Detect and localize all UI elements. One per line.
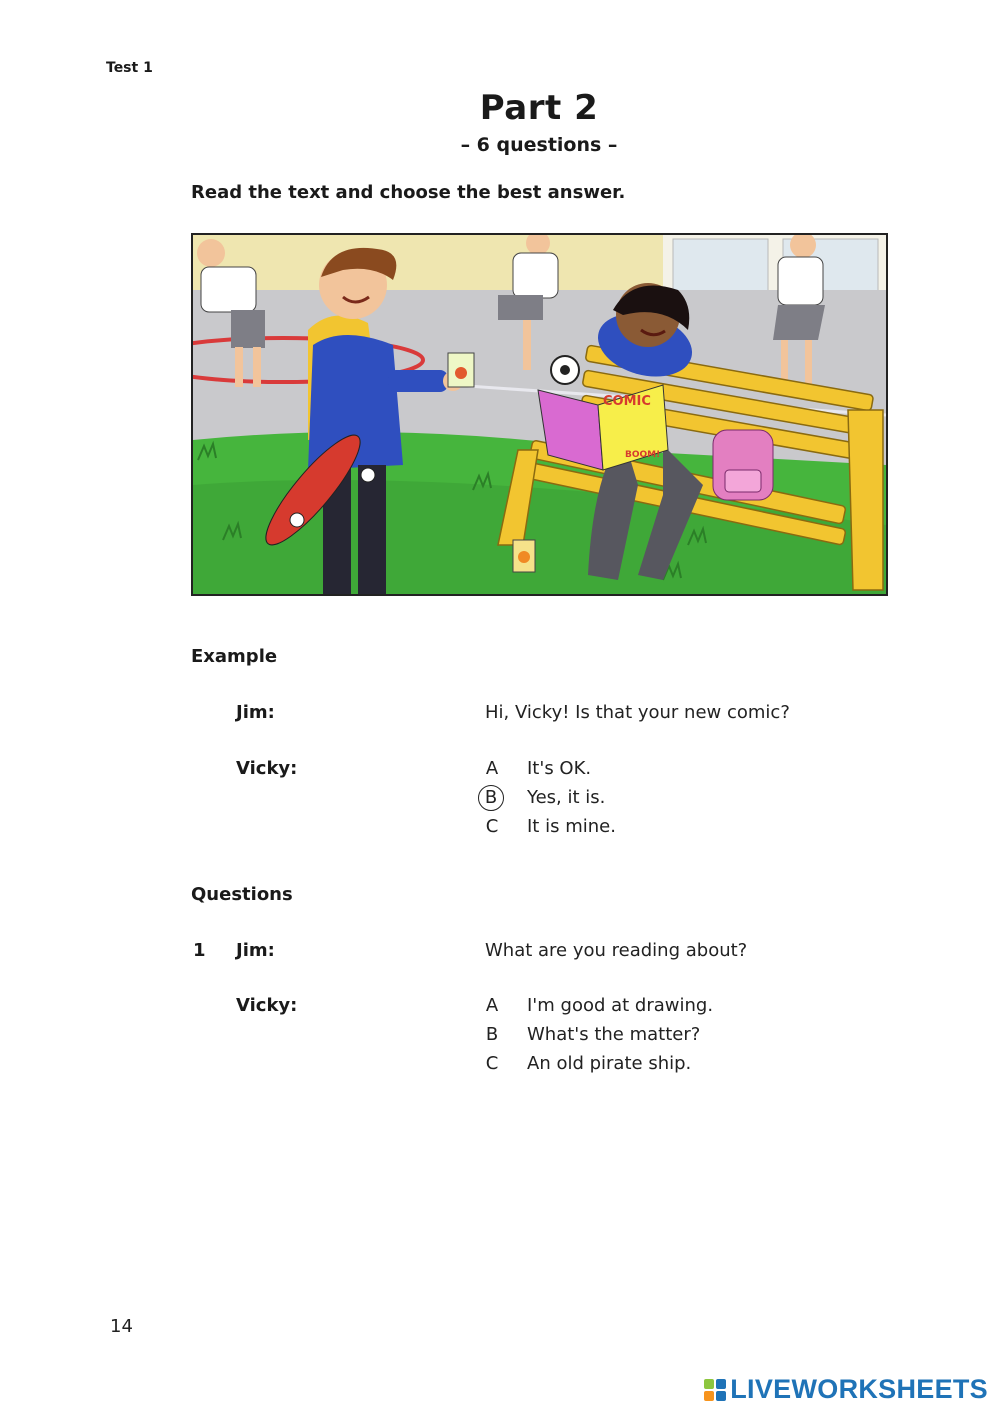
liveworksheets-icon	[704, 1379, 726, 1401]
question-option-text: What's the matter?	[527, 1024, 701, 1045]
part-title: Part 2	[479, 88, 599, 128]
question-option-letter[interactable]: A	[485, 995, 499, 1016]
comic-title: COMIC	[603, 394, 651, 409]
question-option-letter[interactable]: C	[485, 1053, 499, 1074]
page-number: 14	[110, 1316, 133, 1337]
question-speaker-vicky: Vicky:	[236, 995, 298, 1016]
question-speaker-jim: Jim:	[236, 940, 275, 961]
comic-sound: BOOM!	[625, 450, 661, 460]
example-option-letter[interactable]: C	[485, 816, 499, 837]
example-option-text: It's OK.	[527, 758, 592, 779]
question-count: – 6 questions –	[460, 134, 618, 156]
question-option-letter[interactable]: B	[485, 1024, 499, 1045]
question-jim-line: What are you reading about?	[485, 940, 748, 961]
instructions: Read the text and choose the best answer.	[191, 182, 626, 203]
illustration	[191, 233, 888, 596]
example-option-letter[interactable]: A	[485, 758, 499, 779]
questions-heading: Questions	[191, 884, 293, 905]
example-jim-line: Hi, Vicky! Is that your new comic?	[485, 702, 790, 723]
brand-name: LIVEWORKSHEETS	[730, 1374, 988, 1404]
brand-logo	[704, 1374, 988, 1405]
test-label: Test 1	[106, 60, 153, 76]
example-heading: Example	[191, 646, 278, 667]
question-option-text: An old pirate ship.	[527, 1053, 692, 1074]
example-option-text: It is mine.	[527, 816, 616, 837]
comic-book	[538, 385, 668, 470]
example-speaker-vicky: Vicky:	[236, 758, 298, 779]
example-option-text: Yes, it is.	[527, 787, 606, 808]
example-option-letter-selected[interactable]: B	[478, 785, 504, 811]
example-speaker-jim: Jim:	[236, 702, 275, 723]
schoolyard-scene-image	[193, 235, 886, 594]
question-number: 1	[193, 940, 206, 961]
question-option-text: I'm good at drawing.	[527, 995, 714, 1016]
